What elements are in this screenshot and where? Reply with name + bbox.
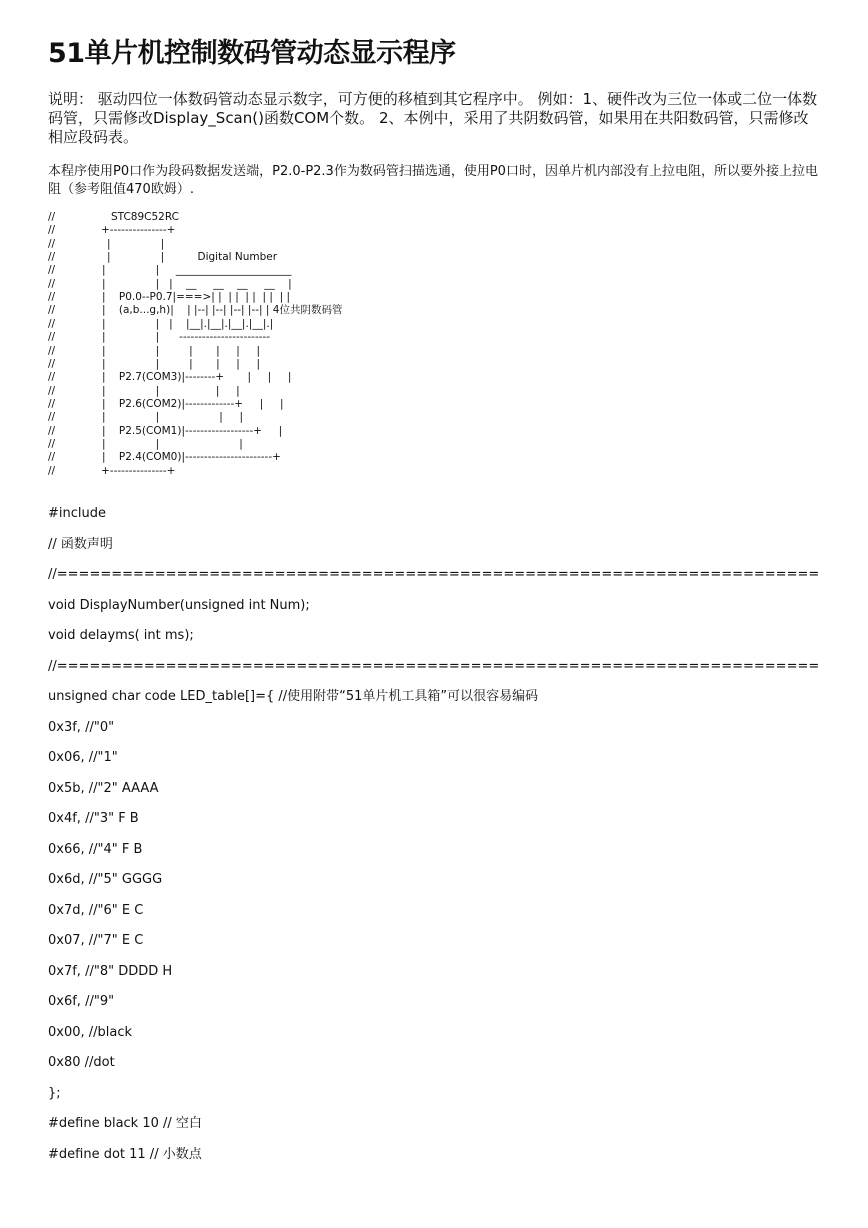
diagram-comment-prefix: //: [48, 344, 56, 357]
diagram-line-text: | | | |: [102, 384, 240, 397]
diagram-comment-prefix: //: [48, 397, 56, 410]
code-line: void delayms( int ms);: [48, 628, 194, 643]
diagram-comment-prefix: //: [48, 211, 56, 223]
code-line: #define black 10 // 空白: [48, 1116, 202, 1131]
code-line: 0x3f, //"0": [48, 719, 115, 735]
code-line: unsigned char code LED_table[]={ //使用附带“51单片机工具箱”可以很容易编码: [48, 689, 539, 704]
diagram-line-text: | | | | | |: [102, 344, 261, 357]
diagram-line-text: | P2.7(COM3)|--------+ | | |: [102, 371, 292, 384]
diagram-comment-prefix: //: [48, 451, 56, 464]
diagram-comment-prefix: //: [48, 224, 56, 237]
diagram-line-text: | | | |: [102, 411, 243, 424]
code-line: 0x4f, //"3" F B: [48, 811, 139, 826]
diagram-line-text: | | | |__|.|__|.|__|.|__|.|: [102, 317, 274, 330]
diagram-comment-prefix: //: [48, 237, 56, 250]
diagram-comment-prefix: //: [48, 464, 56, 477]
diagram-comment-prefix: //: [48, 331, 56, 344]
diagram-comment-prefix: //: [48, 357, 56, 370]
diagram-comment-prefix: //: [48, 437, 56, 450]
diagram-comment-prefix: //: [48, 384, 56, 397]
code-line: //======================================================================: [48, 658, 820, 674]
code-line: 0x66, //"4" F B: [48, 841, 143, 857]
code-line: 0x07, //"7" E C: [48, 933, 144, 948]
diagram-line-text: | | | __ __ __ __ |: [102, 277, 292, 290]
diagram-line-text: | | | | | |: [102, 357, 261, 370]
diagram-comment-prefix: //: [48, 264, 56, 277]
code-line: 0x5b, //"2" AAAA: [48, 780, 159, 796]
diagram-line-text: | | Digital Number: [107, 251, 278, 264]
diagram-line-text: | P2.5(COM1)|------------------+ |: [102, 424, 283, 437]
code-line: 0x00, //black: [48, 1024, 133, 1040]
ascii-diagram: [48, 211, 468, 496]
diagram-comment-prefix: //: [48, 411, 56, 424]
code-line: 0x06, //"1": [48, 750, 118, 765]
diagram-line-text: | P0.0--P0.7|===>| | | | | | | | | |: [102, 291, 291, 304]
diagram-line-text: +---------------+: [101, 464, 176, 477]
diagram-comment-prefix: //: [48, 251, 56, 264]
diagram-line-text: | P2.4(COM0)|-----------------------+: [102, 451, 281, 464]
code-line: 0x7d, //"6" E C: [48, 902, 144, 918]
diagram-line-text: STC89C52RC: [111, 211, 179, 223]
code-line: 0x80 //dot: [48, 1055, 115, 1070]
code-line: #include: [48, 506, 106, 521]
code-line: 0x7f, //"8" DDDD H: [48, 963, 173, 979]
code-line: 0x6f, //"9": [48, 994, 115, 1009]
code-line: };: [48, 1085, 61, 1101]
code-line: void DisplayNumber(unsigned int Num);: [48, 597, 310, 613]
intro-paragraph: 说明： 驱动四位一体数码管动态显示数字，可方便的移植到其它程序中。 例如：1、硬件改为三位一体或二位一体数码管，只需修改Display_Scan()函数COM个数。 2、本例中，采用了共阴数码管，如果用在共阳数码管，只需修改相应段码表。: [48, 90, 818, 146]
diagram-comment-prefix: //: [48, 317, 56, 330]
diagram-line-text: | | ______________________: [102, 264, 292, 277]
diagram-line-text: | (a,b...g,h)| | |--| |--| |--| |--| | 4位共阴数码管: [102, 304, 343, 317]
diagram-comment-prefix: //: [48, 291, 56, 304]
diagram-line-text: | P2.6(COM2)|-------------+ | |: [102, 397, 284, 410]
diagram-comment-prefix: //: [48, 424, 56, 437]
diagram-comment-prefix: //: [48, 371, 56, 384]
diagram-line-text: | |: [107, 237, 165, 250]
diagram-line-text: | | ------------------------: [102, 331, 271, 344]
code-line: //======================================================================: [48, 567, 820, 582]
code-line: 0x6d, //"5" GGGG: [48, 872, 163, 887]
diagram-line-text: | | |: [102, 437, 243, 450]
diagram-comment-prefix: //: [48, 277, 56, 290]
code-line: #define dot 11 // 小数点: [48, 1146, 202, 1162]
note-paragraph: 本程序使用P0口作为段码数据发送端，P2.0-P2.3作为数码管扫描选通，使用P0口时，因单片机内部没有上拉电阻，所以要外接上拉电阻（参考阻值470欧姆）.: [48, 164, 818, 197]
document-title: 51单片机控制数码管动态显示程序: [48, 38, 456, 69]
diagram-comment-prefix: //: [48, 304, 56, 317]
code-line: // 函数声明: [48, 536, 113, 552]
diagram-line-text: +---------------+: [101, 224, 176, 237]
